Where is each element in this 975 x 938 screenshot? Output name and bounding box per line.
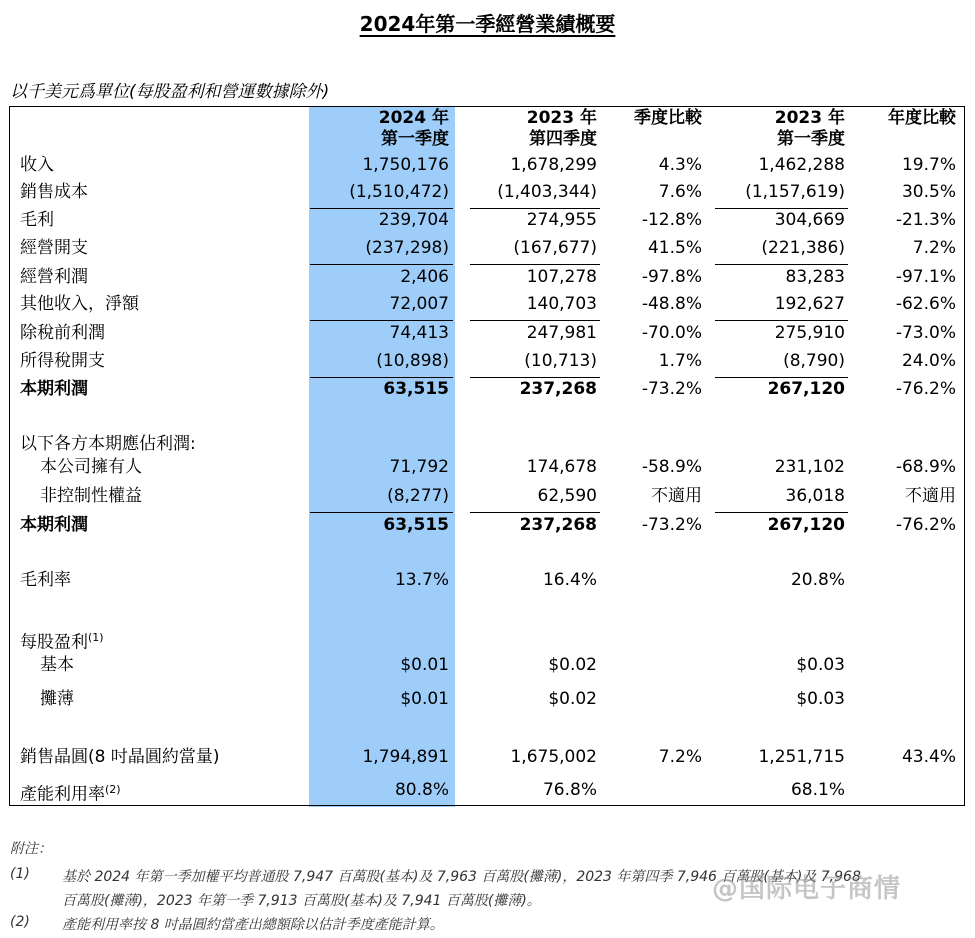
cell-value: 36,018 [785,486,845,506]
row-label: 本期利潤 [20,515,88,535]
header-2023-q4: 2023 年 第四季度 [526,108,597,149]
watermark: @国际电子商情 [712,874,902,904]
row-label: 銷售成本 [20,182,88,202]
note-1-mark: (1) [10,866,30,882]
cell-value: $0.03 [796,689,845,709]
cell-value: -58.9% [641,457,702,477]
cell-value: 不適用 [905,486,956,506]
cell-value: -76.2% [895,379,956,399]
cell-value: 76.8% [542,780,597,800]
cell-value: 275,910 [774,323,845,343]
cell-value: 71,792 [389,457,449,477]
cell-value: $0.01 [400,655,449,675]
cell-value: 74,413 [389,323,449,343]
note-1-text: 基於 2024 年第一季加權平均普通股 7,947 百萬股(基本)及 7,963 百萬股(攤薄)，2023 年第四季 7,946 百萬股(基本)及 7,968 [62,869,861,885]
cell-value: (167,677) [513,238,597,258]
notes-heading: 附注： [10,841,52,857]
note-2-text: 產能利用率按 8 吋晶圓約當產出總額除以估計季度產能計算。 [62,917,444,933]
cell-value: 1,678,299 [510,155,597,175]
row-label: 本公司擁有人 [40,457,142,477]
cell-value: -73.2% [641,379,702,399]
cell-value: -97.8% [641,267,702,287]
header-qoq: 季度比較 [634,108,702,128]
cell-value: 63,515 [383,515,449,535]
cell-value: (221,386) [761,238,845,258]
row-label: 收入 [20,155,54,175]
row-label: 除稅前利潤 [20,323,105,343]
cell-value: 不適用 [651,486,702,506]
cell-value: 1,462,288 [758,155,845,175]
cell-value: -73.2% [641,515,702,535]
row-label: 基本 [40,655,74,675]
cell-value: (8,277) [387,486,449,506]
cell-value: 267,120 [767,379,845,399]
cell-value: -12.8% [641,210,702,230]
cell-value: 239,704 [378,210,449,230]
subtotal-rule [470,264,600,265]
header-2023-q1: 2023 年 第一季度 [774,108,845,149]
cell-value: 274,955 [526,210,597,230]
cell-value: 13.7% [394,570,449,590]
cell-value: (1,157,619) [745,182,845,202]
row-label: 攤薄 [40,689,74,709]
subtotal-rule [715,264,848,265]
cell-value: 62,590 [537,486,597,506]
cell-value: 43.4% [901,747,956,767]
cell-value: 1,675,002 [510,747,597,767]
cell-value: 174,678 [526,457,597,477]
header-2024-q1: 2024 年 第一季度 [378,108,449,149]
cell-value: 63,515 [383,379,449,399]
row-label: 本期利潤 [20,379,88,399]
subtotal-rule [310,512,453,513]
cell-value: -48.8% [641,294,702,314]
cell-value: $0.03 [796,655,845,675]
cell-value: -73.0% [895,323,956,343]
cell-value: 247,981 [526,323,597,343]
cell-value: (1,510,472) [349,182,449,202]
row-label: 經營開支 [20,238,88,258]
cell-value: 237,268 [519,515,597,535]
cell-value: (10,713) [524,351,597,371]
cell-value: 41.5% [647,238,702,258]
note-1-text-cont: 百萬股(攤薄)，2023 年第一季 7,913 百萬股(基本)及 7,941 百萬股(攤薄)。 [62,893,541,909]
cell-value: 1,750,176 [362,155,449,175]
subtotal-rule [715,512,848,513]
row-label: 非控制性權益 [40,486,142,506]
cell-value: 304,669 [774,210,845,230]
unit-note: 以千美元爲單位(每股盈利和營運數據除外) [10,82,330,102]
cell-value: 24.0% [901,351,956,371]
cell-value: $0.02 [548,655,597,675]
note-2-mark: (2) [10,914,30,930]
cell-value: 107,278 [526,267,597,287]
cell-value: 1,251,715 [758,747,845,767]
cell-value: $0.02 [548,689,597,709]
cell-value: 267,120 [767,515,845,535]
row-label: 毛利 [20,210,54,230]
subtotal-rule [470,320,600,321]
subtotal-rule [310,264,453,265]
footnote-mark: (2) [105,783,121,796]
cell-value: (237,298) [365,238,449,258]
cell-value: -62.6% [895,294,956,314]
subtotal-rule [715,320,848,321]
cell-value: (10,898) [376,351,449,371]
cell-value: -70.0% [641,323,702,343]
subtotal-rule [310,320,453,321]
cell-value: 19.7% [901,155,956,175]
cell-value: 7.2% [912,238,956,258]
cell-value: 20.8% [790,570,845,590]
cell-value: (1,403,344) [497,182,597,202]
cell-value: 16.4% [542,570,597,590]
section-label: 以下各方本期應佔利潤: [20,434,196,454]
row-label: 銷售晶圓(8 吋晶圓約當量) [20,747,220,767]
cell-value: -76.2% [895,515,956,535]
cell-value: 68.1% [790,780,845,800]
page-title: 2024年第一季經營業績概要 [359,12,616,36]
cell-value: 231,102 [774,457,845,477]
cell-value: -97.1% [895,267,956,287]
cell-value: 30.5% [901,182,956,202]
row-label: 所得稅開支 [20,351,105,371]
row-label: 毛利率 [20,570,71,590]
section-label: 每股盈利$^{(1)}$ [20,631,104,653]
cell-value: 83,283 [785,267,845,287]
cell-value: 140,703 [526,294,597,314]
cell-value: 1,794,891 [362,747,449,767]
cell-value: 4.3% [658,155,702,175]
row-label: 產能利用率$^{(2)}$ [20,783,121,805]
cell-value: 7.6% [658,182,702,202]
cell-value: 192,627 [774,294,845,314]
row-label: 經營利潤 [20,267,88,287]
cell-value: $0.01 [400,689,449,709]
cell-value: 80.8% [394,780,449,800]
cell-value: 237,268 [519,379,597,399]
cell-value: (8,790) [783,351,845,371]
cell-value: 2,406 [400,267,449,287]
header-yoy: 年度比較 [888,108,956,128]
cell-value: 72,007 [389,294,449,314]
cell-value: -21.3% [895,210,956,230]
cell-value: 1.7% [658,351,702,371]
footnote-mark: (1) [88,631,104,644]
subtotal-rule [470,512,600,513]
cell-value: 7.2% [658,747,702,767]
row-label: 其他收入，淨額 [20,294,139,314]
cell-value: -68.9% [895,457,956,477]
